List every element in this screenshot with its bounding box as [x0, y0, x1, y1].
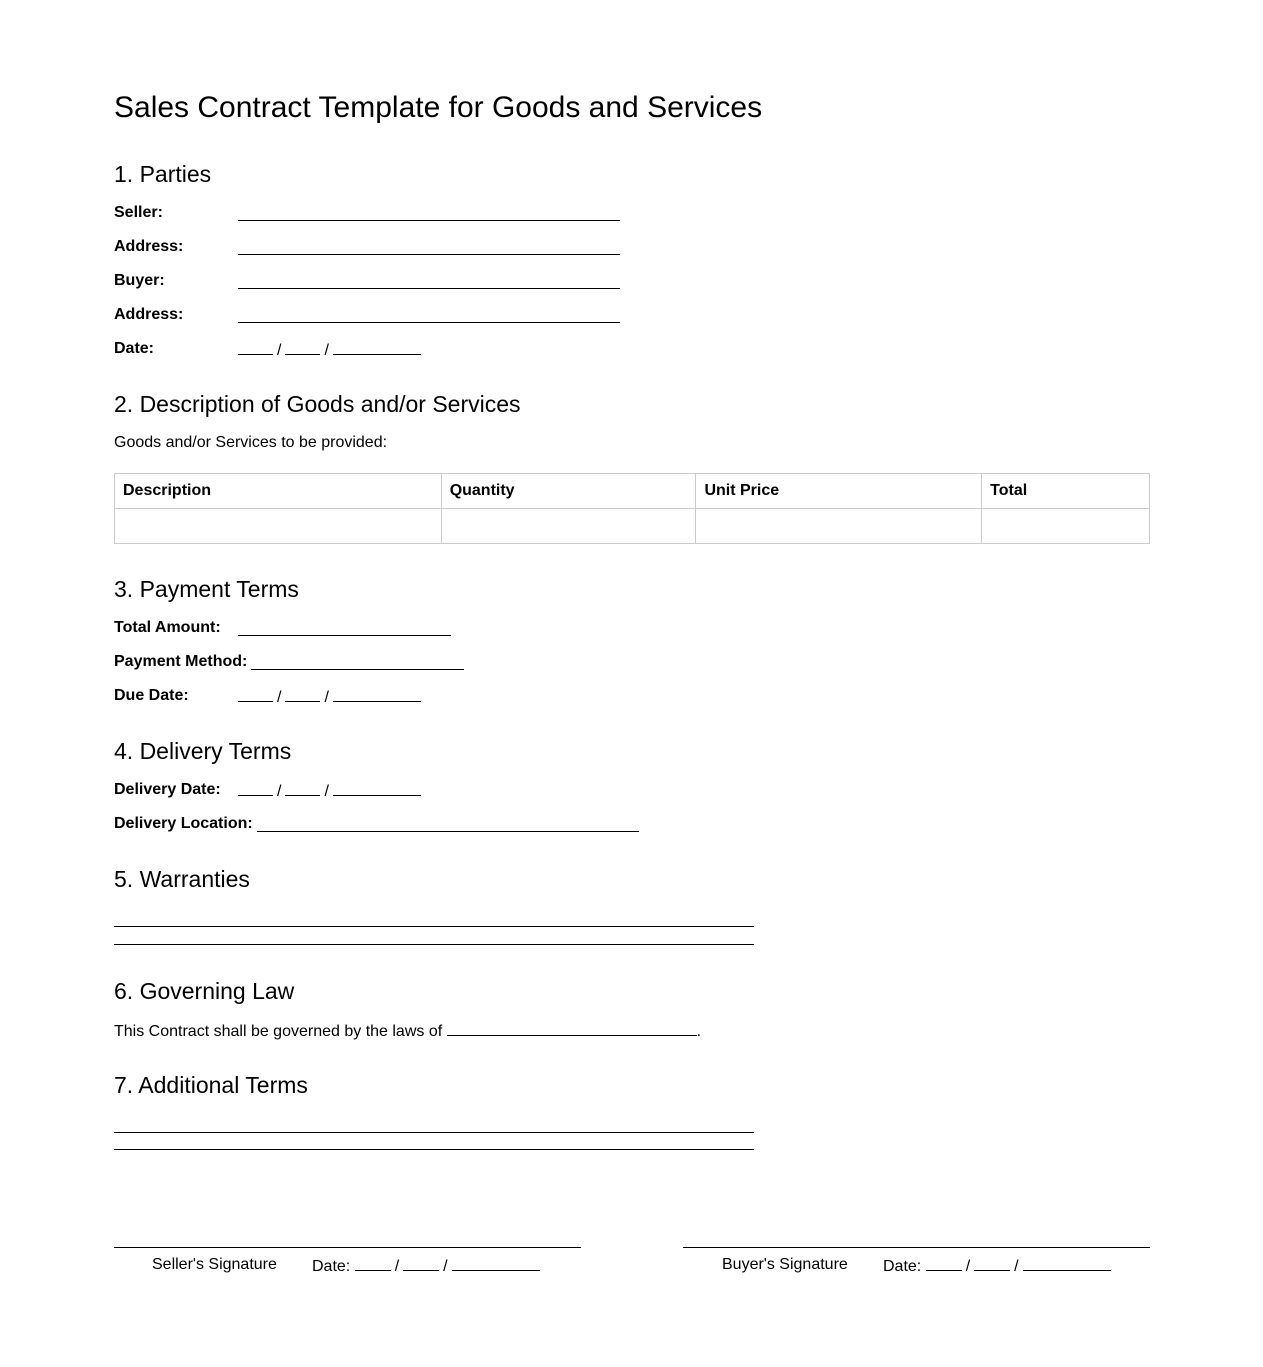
seller-address-field[interactable] [238, 240, 620, 255]
seller-row [114, 204, 163, 222]
date-day-blank[interactable] [285, 340, 320, 355]
column-header-total: Total [982, 474, 1150, 509]
seller-signature-date [312, 1256, 540, 1276]
buyer-label: Buyer: [114, 272, 165, 289]
date-separator: / [443, 1258, 448, 1275]
buyer-date-field[interactable] [926, 1258, 1111, 1275]
buyer-signature-date [883, 1256, 1111, 1276]
parties-date-field[interactable] [238, 340, 421, 360]
additional-terms-line-2[interactable] [114, 1149, 754, 1150]
buyer-row [114, 272, 165, 290]
date-separator: / [1014, 1258, 1019, 1275]
due-date-field[interactable] [238, 687, 421, 707]
date-month-blank[interactable] [238, 781, 273, 796]
date-year-blank[interactable] [452, 1256, 540, 1271]
goods-intro-text: Goods and/or Services to be provided: [114, 434, 388, 451]
date-year-blank[interactable] [333, 781, 421, 796]
seller-address-label: Address: [114, 238, 184, 255]
date-year-blank[interactable] [333, 687, 421, 702]
governing-law-field[interactable] [447, 1021, 697, 1036]
total-amount-field[interactable] [238, 621, 451, 636]
payment-method-row [114, 653, 247, 671]
column-header-quantity: Quantity [441, 474, 696, 509]
warranties-line-2[interactable] [114, 944, 754, 945]
section-heading-parties: 1. Parties [114, 161, 212, 187]
seller-signature-label: Seller's Signature [152, 1256, 277, 1273]
governing-law-text: This Contract shall be governed by the laws of [114, 1023, 443, 1040]
cell-unit-price[interactable] [696, 509, 982, 544]
date-separator: / [324, 689, 329, 706]
document-title: Sales Contract Template for Goods and Services [114, 91, 763, 124]
date-separator: / [965, 1258, 971, 1275]
date-separator: / [394, 1258, 400, 1275]
warranties-line-1[interactable] [114, 926, 754, 927]
date-month-blank[interactable] [238, 340, 273, 355]
buyer-address-row [114, 306, 183, 324]
column-header-unit-price: Unit Price [696, 474, 982, 509]
seller-date-label: Date: [312, 1258, 351, 1275]
date-month-blank[interactable] [238, 687, 273, 702]
date-separator: / [324, 342, 329, 359]
governing-law-period: . [696, 1023, 702, 1040]
buyer-field[interactable] [238, 274, 620, 289]
table-header-row [115, 474, 1150, 509]
cell-quantity[interactable] [441, 509, 696, 544]
section-heading-delivery: 4. Delivery Terms [114, 738, 292, 764]
date-year-blank[interactable] [1023, 1256, 1111, 1271]
date-day-blank[interactable] [285, 781, 320, 796]
date-month-blank[interactable] [926, 1256, 962, 1271]
table-row [115, 509, 1150, 544]
delivery-location-label: Delivery Location: [114, 815, 253, 832]
buyer-address-field[interactable] [238, 308, 620, 323]
date-separator: / [277, 342, 282, 359]
seller-signature-line[interactable] [114, 1247, 581, 1248]
section-heading-additional-terms: 7. Additional Terms [114, 1072, 308, 1098]
seller-label: Seller: [114, 204, 163, 221]
delivery-date-label: Delivery Date: [114, 781, 221, 798]
buyer-signature-label: Buyer's Signature [722, 1256, 848, 1273]
column-header-description: Description [115, 474, 442, 509]
delivery-location-row [114, 815, 253, 833]
parties-date-label: Date: [114, 340, 155, 357]
due-date-row [114, 687, 189, 705]
date-separator: / [277, 783, 282, 800]
due-date-label: Due Date: [114, 687, 189, 704]
buyer-date-label: Date: [883, 1258, 922, 1275]
delivery-location-field[interactable] [257, 817, 639, 832]
total-amount-label: Total Amount: [114, 619, 221, 636]
date-separator: / [277, 689, 282, 706]
parties-date-row [114, 340, 154, 358]
buyer-signature-line[interactable] [683, 1247, 1150, 1248]
payment-method-label: Payment Method: [114, 653, 248, 670]
date-day-blank[interactable] [974, 1256, 1010, 1271]
date-day-blank[interactable] [403, 1256, 439, 1271]
section-heading-description: 2. Description of Goods and/or Services [114, 391, 521, 417]
section-heading-warranties: 5. Warranties [114, 866, 250, 892]
date-separator: / [324, 783, 329, 800]
total-amount-row [114, 619, 221, 637]
date-day-blank[interactable] [285, 687, 320, 702]
date-year-blank[interactable] [333, 340, 421, 355]
delivery-date-field[interactable] [238, 781, 421, 801]
cell-total[interactable] [982, 509, 1150, 544]
seller-date-field[interactable] [355, 1258, 540, 1275]
governing-law-row [114, 1021, 701, 1041]
payment-method-field[interactable] [251, 655, 464, 670]
additional-terms-line-1[interactable] [114, 1132, 754, 1133]
section-heading-governing-law: 6. Governing Law [114, 978, 295, 1004]
seller-field[interactable] [238, 206, 620, 221]
goods-table [114, 473, 1150, 544]
section-heading-payment: 3. Payment Terms [114, 576, 299, 602]
seller-address-row [114, 238, 183, 256]
date-month-blank[interactable] [355, 1256, 391, 1271]
cell-description[interactable] [115, 509, 442, 544]
delivery-date-row [114, 781, 221, 799]
buyer-address-label: Address: [114, 306, 184, 323]
